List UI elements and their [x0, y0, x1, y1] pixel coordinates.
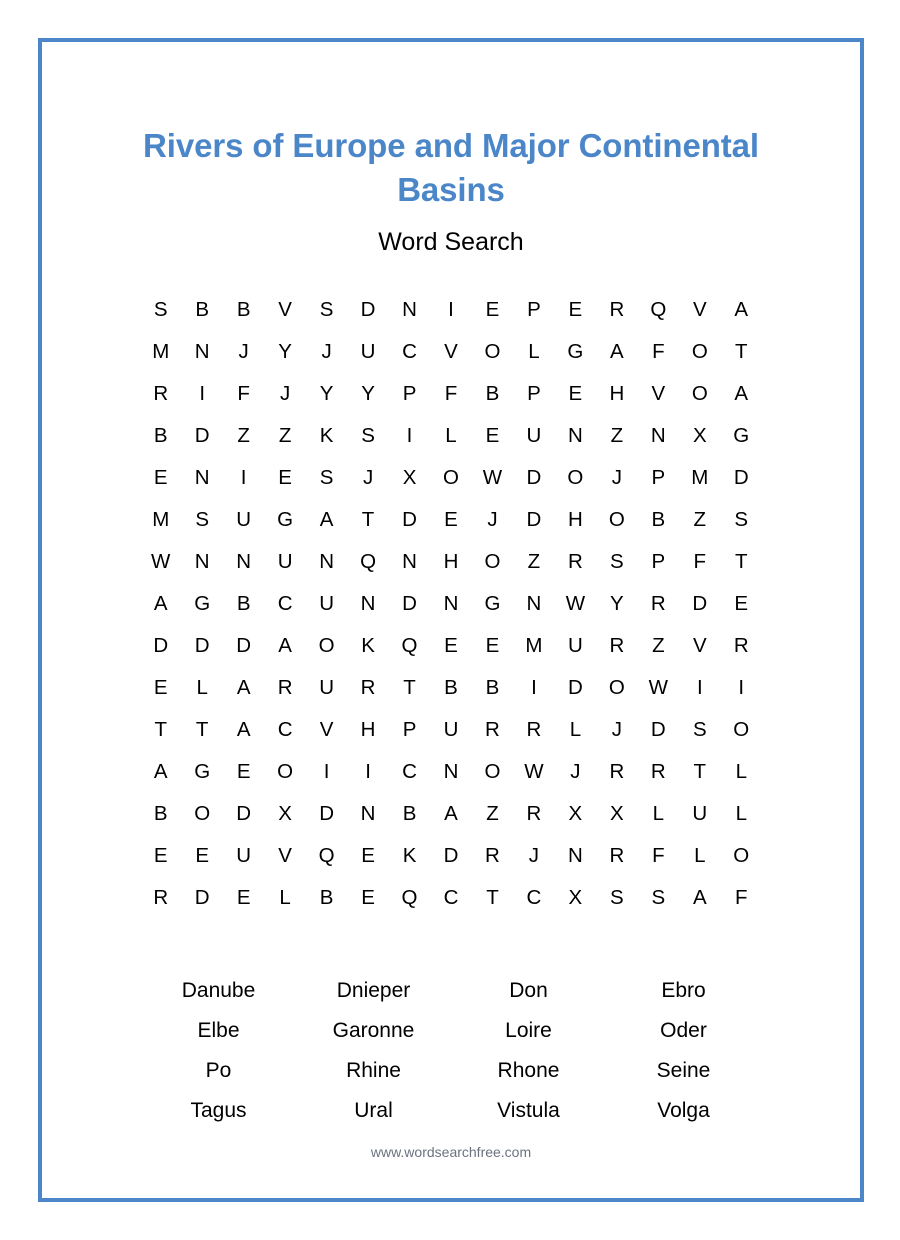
footer-url: www.wordsearchfree.com: [370, 1144, 532, 1160]
grid-cell[interactable]: E: [734, 591, 749, 615]
grid-cell[interactable]: M: [152, 339, 170, 363]
grid-cell[interactable]: O: [318, 633, 335, 657]
grid-cell[interactable]: Z: [486, 801, 499, 825]
grid-cell[interactable]: D: [402, 507, 417, 531]
grid-cell[interactable]: O: [484, 339, 501, 363]
grid-cell[interactable]: G: [733, 423, 750, 447]
grid-cell[interactable]: C: [443, 885, 459, 909]
grid-cell[interactable]: N: [194, 465, 210, 489]
grid-cell[interactable]: A: [610, 339, 624, 363]
grid-cell[interactable]: C: [277, 591, 293, 615]
grid-cell[interactable]: F: [735, 885, 748, 909]
grid-cell[interactable]: E: [278, 465, 292, 489]
grid-cell[interactable]: N: [360, 591, 376, 615]
grid-cell[interactable]: Y: [319, 381, 334, 405]
grid-cell[interactable]: V: [278, 297, 292, 321]
grid-cell[interactable]: V: [692, 633, 707, 657]
grid-cell[interactable]: M: [691, 465, 709, 489]
grid-cell[interactable]: R: [277, 675, 293, 699]
grid-cell[interactable]: B: [402, 801, 417, 825]
grid-cell[interactable]: I: [696, 675, 703, 699]
grid-cell[interactable]: R: [153, 381, 169, 405]
grid-cell[interactable]: N: [650, 423, 666, 447]
grid-cell[interactable]: H: [443, 549, 459, 573]
word-list-item[interactable]: Volga: [657, 1099, 710, 1123]
grid-cell[interactable]: G: [277, 507, 294, 531]
grid-cell[interactable]: J: [611, 465, 622, 489]
grid-cell[interactable]: C: [277, 717, 293, 741]
grid-cell[interactable]: J: [528, 843, 540, 867]
grid-cell[interactable]: Q: [650, 297, 667, 321]
grid-cell[interactable]: S: [319, 297, 334, 321]
grid-cell[interactable]: A: [692, 885, 707, 909]
grid-cell[interactable]: D: [236, 801, 252, 825]
page-title: Rivers of Europe and Major Continental Basins: [143, 127, 759, 208]
grid-cell[interactable]: S: [319, 465, 334, 489]
grid-cell[interactable]: L: [196, 675, 208, 699]
grid-cell[interactable]: S: [734, 507, 749, 531]
word-list-item[interactable]: Tagus: [190, 1099, 247, 1123]
grid-cell[interactable]: A: [236, 717, 251, 741]
word-list-item[interactable]: Po: [205, 1059, 232, 1083]
grid-cell[interactable]: X: [610, 801, 624, 825]
grid-cell[interactable]: B: [651, 507, 666, 531]
grid-cell[interactable]: O: [484, 549, 501, 573]
grid-cell[interactable]: I: [240, 465, 247, 489]
grid-cell[interactable]: O: [567, 465, 584, 489]
grid-cell[interactable]: Z: [693, 507, 707, 531]
grid-cell[interactable]: N: [236, 549, 252, 573]
grid-cell[interactable]: H: [609, 381, 625, 405]
grid-cell[interactable]: L: [652, 801, 665, 825]
grid-cell[interactable]: I: [199, 381, 206, 405]
grid-cell[interactable]: W: [524, 759, 544, 783]
grid-cell[interactable]: R: [733, 633, 749, 657]
grid-cell[interactable]: W: [648, 675, 668, 699]
grid-cell[interactable]: N: [567, 423, 583, 447]
grid-cell[interactable]: W: [482, 465, 503, 489]
grid-cell[interactable]: D: [567, 675, 583, 699]
grid-cell[interactable]: B: [153, 423, 168, 447]
grid-cell[interactable]: Y: [361, 381, 375, 405]
grid-cell[interactable]: R: [609, 633, 625, 657]
grid-cell[interactable]: E: [568, 381, 583, 405]
word-list-item[interactable]: Loire: [505, 1019, 552, 1043]
grid-cell[interactable]: P: [402, 381, 417, 405]
grid-cell[interactable]: E: [153, 675, 168, 699]
grid-cell[interactable]: S: [610, 885, 624, 909]
grid-cell[interactable]: D: [526, 465, 542, 489]
grid-cell[interactable]: R: [609, 843, 625, 867]
grid-cell[interactable]: U: [526, 423, 542, 447]
grid-cell[interactable]: F: [444, 381, 458, 405]
grid-cell[interactable]: E: [361, 885, 375, 909]
grid-cell[interactable]: F: [652, 339, 665, 363]
grid-cell[interactable]: G: [484, 591, 501, 615]
grid-cell[interactable]: X: [402, 465, 417, 489]
grid-cell[interactable]: K: [361, 633, 375, 657]
grid-cell[interactable]: L: [528, 339, 540, 363]
grid-cell[interactable]: V: [692, 297, 707, 321]
grid-cell[interactable]: R: [526, 717, 542, 741]
grid-cell[interactable]: M: [525, 633, 543, 657]
word-list-item[interactable]: Ural: [354, 1099, 393, 1123]
grid-cell[interactable]: N: [402, 297, 417, 321]
grid-cell[interactable]: C: [402, 339, 417, 363]
grid-cell[interactable]: N: [319, 549, 334, 573]
page-subtitle: Word Search: [378, 227, 524, 256]
grid-cell[interactable]: C: [402, 759, 417, 783]
grid-cell[interactable]: R: [609, 759, 625, 783]
grid-cell[interactable]: E: [485, 633, 500, 657]
grid-cell[interactable]: U: [567, 633, 583, 657]
grid-cell[interactable]: C: [526, 885, 542, 909]
grid-cell[interactable]: F: [652, 843, 665, 867]
grid-cell[interactable]: D: [194, 885, 210, 909]
word-list-item[interactable]: Oder: [660, 1019, 707, 1043]
grid-cell[interactable]: E: [444, 633, 458, 657]
grid-cell[interactable]: D: [194, 633, 210, 657]
grid-cell[interactable]: B: [485, 675, 500, 699]
word-list-item[interactable]: Seine: [656, 1059, 711, 1083]
grid-cell[interactable]: N: [567, 843, 583, 867]
grid-cell[interactable]: G: [194, 591, 211, 615]
grid-cell[interactable]: Z: [652, 633, 665, 657]
grid-cell[interactable]: J: [238, 339, 249, 363]
grid-cell[interactable]: O: [691, 339, 708, 363]
grid-cell[interactable]: B: [319, 885, 334, 909]
grid-cell[interactable]: O: [277, 759, 294, 783]
grid-cell[interactable]: D: [236, 633, 252, 657]
grid-cell[interactable]: H: [360, 717, 376, 741]
word-list-item[interactable]: Dnieper: [336, 979, 411, 1003]
grid-cell[interactable]: A: [319, 507, 334, 531]
grid-cell[interactable]: Y: [610, 591, 624, 615]
grid-cell[interactable]: D: [194, 423, 210, 447]
grid-cell[interactable]: D: [650, 717, 666, 741]
grid-cell[interactable]: F: [693, 549, 707, 573]
grid-cell[interactable]: N: [443, 759, 459, 783]
grid-cell[interactable]: D: [360, 297, 376, 321]
grid-cell[interactable]: Q: [401, 885, 418, 909]
grid-cell[interactable]: U: [277, 549, 293, 573]
grid-cell[interactable]: N: [360, 801, 376, 825]
grid-cell[interactable]: A: [153, 591, 168, 615]
grid-cell[interactable]: L: [569, 717, 582, 741]
grid-cell[interactable]: J: [487, 507, 498, 531]
grid-cell[interactable]: N: [194, 549, 210, 573]
grid-cell[interactable]: E: [195, 843, 210, 867]
word-list-item[interactable]: Elbe: [197, 1019, 240, 1043]
grid-cell[interactable]: U: [692, 801, 708, 825]
grid-cell[interactable]: T: [735, 549, 748, 573]
grid-cell[interactable]: N: [526, 591, 542, 615]
grid-cell[interactable]: D: [402, 591, 417, 615]
grid-cell[interactable]: Z: [610, 423, 624, 447]
grid-cell[interactable]: S: [610, 549, 624, 573]
grid-cell[interactable]: F: [237, 381, 250, 405]
grid-cell[interactable]: L: [735, 759, 747, 783]
grid-cell[interactable]: V: [651, 381, 666, 405]
grid-cell[interactable]: N: [194, 339, 210, 363]
grid-cell[interactable]: U: [360, 339, 376, 363]
grid-cell[interactable]: J: [611, 717, 622, 741]
grid-cell[interactable]: D: [153, 633, 169, 657]
grid-cell[interactable]: P: [651, 549, 666, 573]
grid-cell[interactable]: I: [448, 297, 454, 321]
grid-cell[interactable]: T: [361, 507, 375, 531]
grid-cell[interactable]: A: [278, 633, 292, 657]
puzzle-inner: [42, 42, 860, 1198]
grid-cell[interactable]: E: [153, 843, 168, 867]
word-list-item[interactable]: Garonne: [332, 1019, 415, 1043]
grid-cell[interactable]: X: [692, 423, 707, 447]
grid-cell[interactable]: U: [236, 507, 252, 531]
grid-cell[interactable]: B: [195, 297, 210, 321]
grid-cell[interactable]: R: [650, 759, 666, 783]
grid-cell[interactable]: S: [692, 717, 707, 741]
word-list-item[interactable]: Danube: [181, 979, 256, 1003]
grid-cell[interactable]: R: [567, 549, 583, 573]
grid-cell[interactable]: W: [151, 549, 171, 573]
grid-cell[interactable]: P: [527, 297, 541, 321]
grid-cell[interactable]: P: [651, 465, 666, 489]
word-list-item[interactable]: Vistula: [497, 1099, 560, 1123]
grid-cell[interactable]: A: [734, 381, 749, 405]
grid-cell[interactable]: O: [691, 381, 708, 405]
grid-cell[interactable]: U: [443, 717, 459, 741]
grid-cell[interactable]: D: [526, 507, 542, 531]
grid-cell[interactable]: B: [236, 591, 251, 615]
grid-cell[interactable]: T: [195, 717, 209, 741]
grid-cell[interactable]: E: [485, 297, 500, 321]
grid-cell[interactable]: X: [568, 885, 583, 909]
grid-cell[interactable]: R: [526, 801, 542, 825]
grid-cell[interactable]: Z: [278, 423, 292, 447]
grid-cell[interactable]: U: [236, 843, 252, 867]
grid-cell[interactable]: O: [484, 759, 501, 783]
grid-cell[interactable]: W: [565, 591, 586, 615]
grid-cell[interactable]: U: [319, 675, 334, 699]
grid-cell[interactable]: D: [443, 843, 459, 867]
grid-cell[interactable]: O: [608, 675, 625, 699]
grid-cell[interactable]: V: [319, 717, 334, 741]
grid-cell[interactable]: D: [319, 801, 334, 825]
grid-cell[interactable]: O: [733, 717, 750, 741]
grid-cell[interactable]: Q: [318, 843, 335, 867]
grid-cell[interactable]: A: [236, 675, 251, 699]
grid-cell[interactable]: K: [319, 423, 334, 447]
grid-cell[interactable]: A: [153, 759, 168, 783]
grid-cell[interactable]: J: [362, 465, 374, 489]
grid-cell[interactable]: I: [738, 675, 745, 699]
grid-cell[interactable]: L: [694, 843, 706, 867]
grid-cell[interactable]: R: [485, 717, 500, 741]
grid-cell[interactable]: L: [445, 423, 457, 447]
grid-cell[interactable]: D: [692, 591, 708, 615]
grid-cell[interactable]: O: [733, 843, 750, 867]
grid-cell[interactable]: U: [319, 591, 334, 615]
grid-cell[interactable]: Z: [527, 549, 541, 573]
grid-cell[interactable]: S: [195, 507, 210, 531]
grid-cell[interactable]: G: [567, 339, 584, 363]
word-list-item[interactable]: Rhone: [497, 1059, 560, 1083]
grid-cell[interactable]: T: [154, 717, 167, 741]
grid-cell[interactable]: T: [403, 675, 416, 699]
grid-cell[interactable]: Z: [237, 423, 250, 447]
grid-cell[interactable]: I: [406, 423, 413, 447]
grid-cell[interactable]: K: [402, 843, 417, 867]
grid-cell[interactable]: O: [194, 801, 211, 825]
grid-cell[interactable]: P: [402, 717, 417, 741]
word-list: [141, 971, 761, 1131]
grid-cell[interactable]: H: [567, 507, 583, 531]
grid-cell[interactable]: R: [360, 675, 376, 699]
word-list-item[interactable]: Rhine: [346, 1059, 401, 1083]
grid-cell[interactable]: R: [609, 297, 625, 321]
grid-cell[interactable]: E: [444, 507, 458, 531]
grid-cell[interactable]: I: [531, 675, 537, 699]
grid-cell[interactable]: S: [153, 297, 168, 321]
word-list-item[interactable]: Ebro: [661, 979, 706, 1003]
grid-cell[interactable]: L: [279, 885, 291, 909]
grid-cell[interactable]: R: [153, 885, 169, 909]
grid-cell[interactable]: B: [485, 381, 500, 405]
grid-cell[interactable]: J: [570, 759, 581, 783]
grid-cell[interactable]: D: [733, 465, 749, 489]
grid-cell[interactable]: X: [568, 801, 583, 825]
grid-cell[interactable]: E: [485, 423, 500, 447]
grid-cell[interactable]: I: [365, 759, 371, 783]
grid-cell[interactable]: R: [650, 591, 666, 615]
grid-cell[interactable]: N: [402, 549, 417, 573]
grid-cell[interactable]: E: [236, 885, 251, 909]
grid-cell[interactable]: V: [444, 339, 458, 363]
word-list-item[interactable]: Don: [509, 979, 548, 1003]
grid-cell[interactable]: E: [361, 843, 375, 867]
grid-cell[interactable]: R: [485, 843, 500, 867]
grid-cell[interactable]: N: [443, 591, 459, 615]
grid-cell[interactable]: T: [735, 339, 748, 363]
grid-cell[interactable]: S: [651, 885, 666, 909]
grid-cell[interactable]: Y: [278, 339, 292, 363]
grid-cell[interactable]: I: [323, 759, 330, 783]
grid-cell[interactable]: E: [236, 759, 251, 783]
grid-cell[interactable]: O: [608, 507, 625, 531]
grid-cell[interactable]: B: [236, 297, 251, 321]
puzzle-page: [38, 38, 864, 1202]
grid-cell[interactable]: J: [280, 381, 291, 405]
grid-cell[interactable]: A: [734, 297, 749, 321]
grid-cell[interactable]: B: [153, 801, 168, 825]
grid-cell[interactable]: Q: [401, 633, 418, 657]
grid-cell[interactable]: X: [278, 801, 292, 825]
grid-cell[interactable]: S: [361, 423, 375, 447]
grid-cell[interactable]: O: [443, 465, 459, 489]
grid-cell[interactable]: T: [693, 759, 707, 783]
grid-cell[interactable]: P: [527, 381, 541, 405]
grid-cell[interactable]: J: [321, 339, 332, 363]
grid-cell[interactable]: E: [568, 297, 583, 321]
grid-cell[interactable]: V: [278, 843, 292, 867]
word-search-grid: [140, 289, 762, 919]
grid-cell[interactable]: Q: [360, 549, 377, 573]
grid-cell[interactable]: E: [153, 465, 168, 489]
grid-cell[interactable]: B: [444, 675, 458, 699]
grid-cell[interactable]: A: [444, 801, 458, 825]
grid-cell[interactable]: L: [735, 801, 747, 825]
grid-cell[interactable]: T: [486, 885, 499, 909]
grid-cell[interactable]: M: [152, 507, 170, 531]
grid-cell[interactable]: G: [194, 759, 211, 783]
